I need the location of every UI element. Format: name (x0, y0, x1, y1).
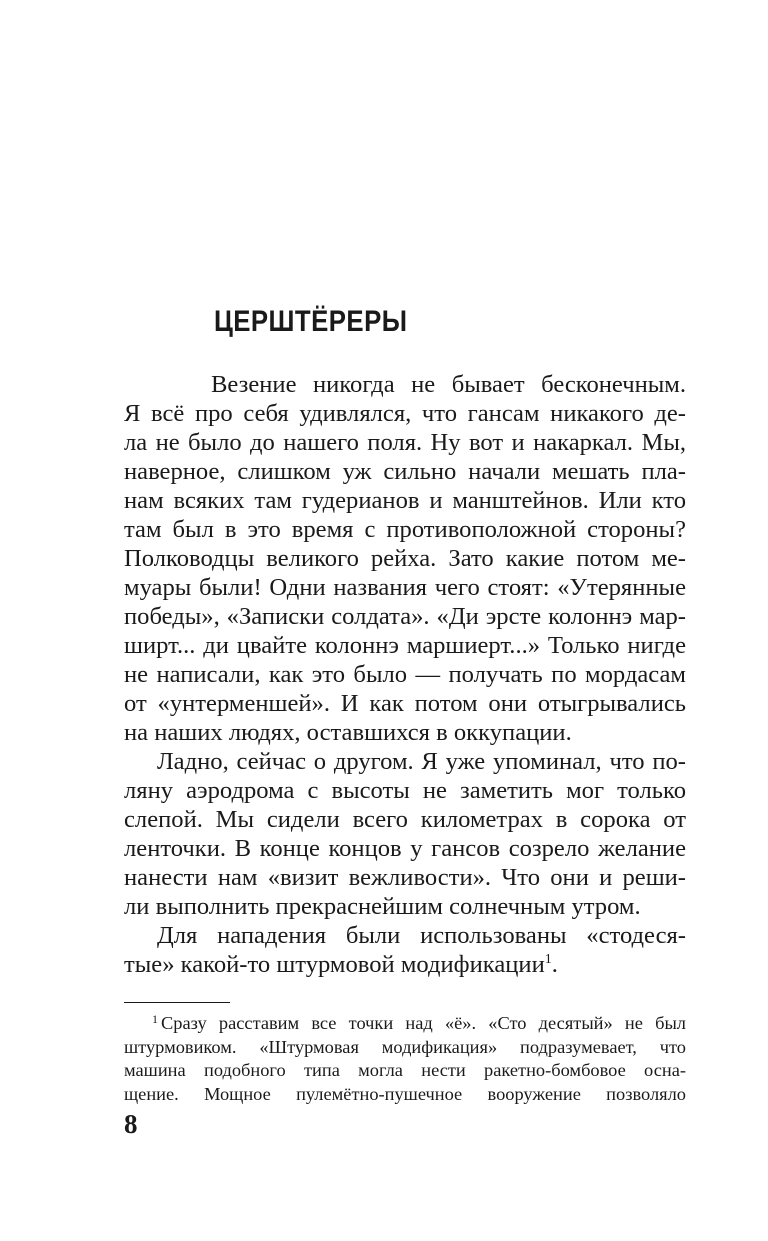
text-line: нам всяких там гудерианов и манштейнов. Или кто (124, 487, 686, 514)
text-line: ленточки. В конце концов у гансов созрело желание (124, 835, 686, 862)
footnote-mark: 1 (152, 1012, 158, 1026)
text-line: от «унтерменшей». И как потом они отыгрывались (124, 690, 686, 717)
text-line: Полководцы великого рейха. Зато какие потом ме- (124, 545, 686, 572)
text-line: там был в это время с противоположной стороны? (124, 516, 686, 543)
text-line: муары были! Одни названия чего стоят: «Утерянные (124, 574, 686, 601)
text-line: наверное, слишком уж сильно начали мешать пла- (124, 458, 686, 485)
text-line: Ладно, сейчас о другом. Я уже упоминал, что по- (157, 748, 686, 775)
body-text (124, 370, 686, 979)
footnote-line: щение. Мощное пулемётно-пушечное вооружение позволяло (124, 1083, 686, 1104)
footnote-line: штурмовиком. «Штурмовая модификация» подразумевает, что (124, 1036, 686, 1057)
text-line: ширт... ди цвайте колоннэ маршиерт...» Только нигде (124, 632, 686, 659)
text-line-content: тые» какой-то штурмовой модификации (124, 951, 545, 978)
chapter-title: ЦЕРШТЁРЕРЫ (214, 305, 408, 338)
text-line-with-footnote (124, 950, 686, 979)
sentence-end: . (551, 951, 558, 978)
footnote (124, 1012, 686, 1106)
text-line: на наших людях, оставшихся в оккупации. (124, 719, 572, 746)
footnote-line: машина подобного типа могла нести ракетно-бомбовое осна- (124, 1060, 686, 1080)
footnote-divider (124, 1002, 230, 1003)
footnote-text: Сразу расставим все точки над «ё». «Сто десятый» не был (161, 1013, 686, 1033)
footnote-line (124, 1012, 686, 1036)
page-number: 8 (124, 1109, 138, 1139)
book-page (124, 0, 686, 1241)
footnote-reference[interactable]: 1 (544, 952, 552, 967)
text-line: Для нападения были использованы «стодеся- (157, 922, 686, 949)
text-line: победы», «Записки солдата». «Ди эрсте колоннэ мар- (124, 603, 686, 630)
text-line: ла не было до нашего поля. Ну вот и накаркал. Мы, (124, 429, 686, 456)
text-line: не написали, как это было — получать по мордасам (124, 661, 686, 688)
text-line: слепой. Мы сидели всего километрах в сорока от (124, 806, 686, 833)
text-line: Я всё про себя удивлялся, что гансам никакого де- (124, 400, 686, 427)
text-line: ли выполнить прекраснейшим солнечным утром. (124, 893, 641, 920)
text-line: Везение никогда не бывает бесконечным. (211, 371, 686, 398)
text-line: нанести нам «визит вежливости». Что они и реши- (124, 864, 686, 891)
text-line: ляну аэродрома с высоты не заметить мог только (124, 777, 686, 804)
